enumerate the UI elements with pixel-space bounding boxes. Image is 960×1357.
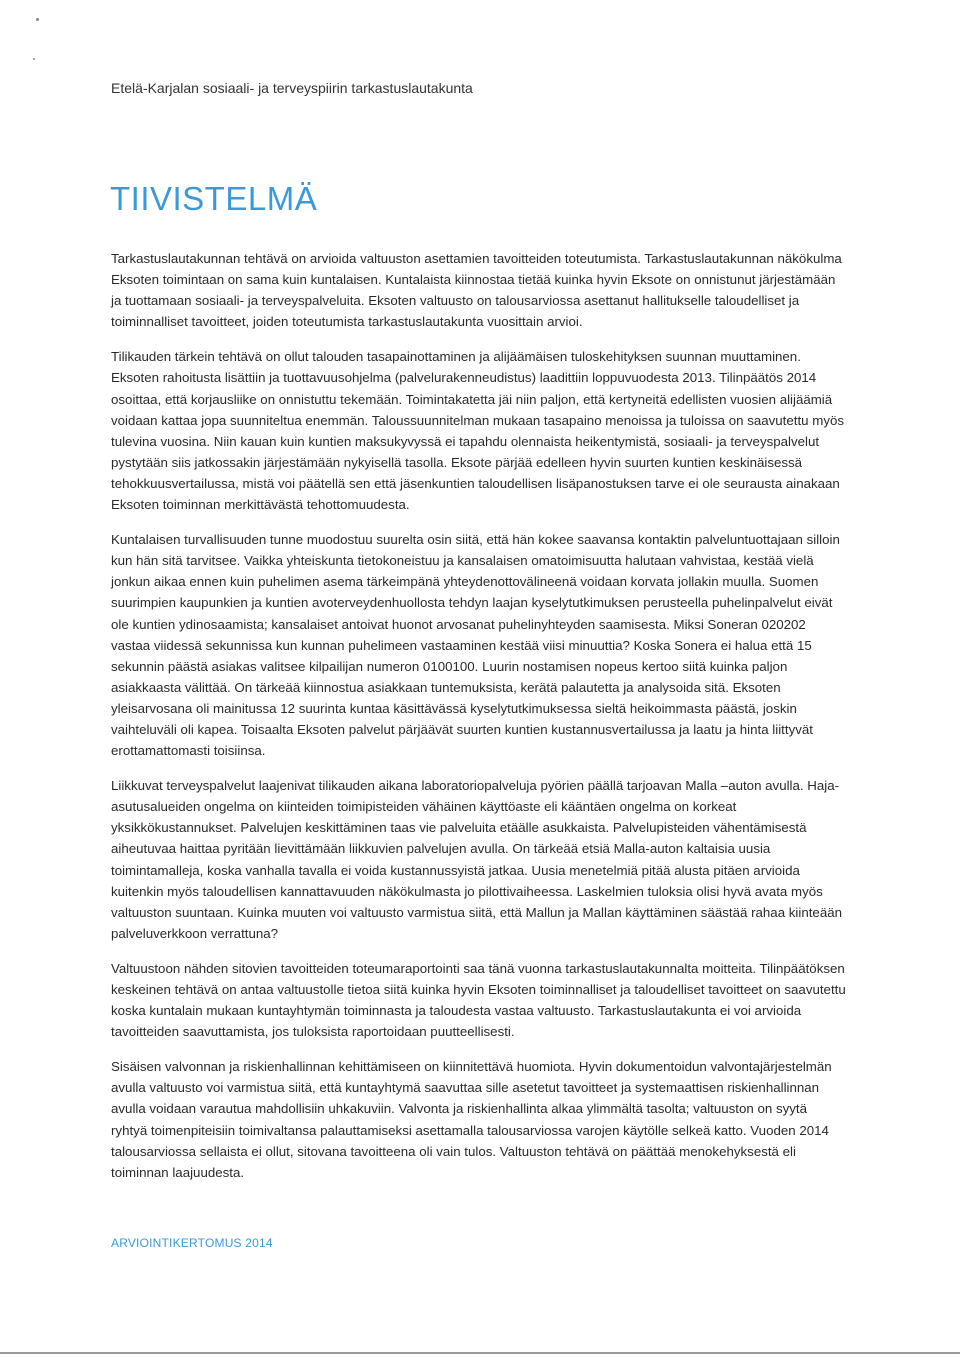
scan-dot — [36, 18, 39, 21]
paragraph: Sisäisen valvonnan ja riskienhallinnan kehittämiseen on kiinnitettävä huomiota. Hyvin dokumentoidun valvontajärjestelmän avulla valtuusto voi varmistua siitä, että kuntayhtymä saavuttaa sille asetetut tavoitteet ja systemaattisen riskienhallinnan avulla voidaan varautua mahdollisiin uhkakuviin. Valvonta ja riskienhallinta alkaa ylimmältä tasolta; valtuuston on syytä ryhtyä toimenpiteisiin toimivaltansa palauttamiseksi asettamalla talousarviossa varojen käytölle selkeä katto. Vuoden 2014 talousarviossa sellaista ei ollut, sitovana tavoitteena oli vain tulos. Valtuuston tehtävä on päättää menokehyksestä eli toiminnan laajuudesta. — [111, 1059, 832, 1180]
scan-dot — [33, 58, 35, 60]
summary-body — [111, 248, 846, 1197]
report-footer: ARVIOINTIKERTOMUS 2014 — [111, 1236, 273, 1250]
paragraph: Tarkastuslautakunnan tehtävä on arvioida valtuuston asettamien tavoitteiden toteutumista. Tarkastuslautakunnan näkökulma Eksoten toimintaan on sama kuin kuntalaisen. Kuntalaista kiinnostaa tietää kuinka hyvin Eksote on onnistunut järjestämään ja tuottamaan sosiaali- ja terveyspalveluita. Eksoten valtuusto on talousarviossa asettanut hallitukselle taloudelliset ja toiminnalliset tavoitteet, joiden toteutumista tarkastuslautakunta vuosittain arvioi. — [111, 251, 842, 330]
paragraph: Tilikauden tärkein tehtävä on ollut talouden tasapainottaminen ja alijäämäisen tuloskehityksen suunnan muuttaminen. Eksoten rahoitusta lisättiin ja tuottavuusohjelma (palvelurakenneudistus) laadittiin loppuvuodesta 2013. Tilinpäätös 2014 osoittaa, että korjausliike on onnistuttu tekemään. Toimintakatetta jäi niin paljon, että kertyneitä edellisten vuosien alijäämiä voidaan kattaa jopa suunniteltua enemmän. Taloussuunnitelman mukaan tasapaino menoissa ja tuloissa on saavutettu myös tulevina vuosina. Niin kauan kuin kuntien maksukyvyssä ei tapahdu olennaista heikentymistä, sosiaali- ja terveyspalvelut pystytään siis jatkossakin järjestämään nykyisellä tasolla. Eksote pärjää edelleen hyvin suurten kuntien keskinäisessä tehokkuusvertailussa, mistä voi päätellä sen että jäsenkuntien taloudellisen lisäpanostuksen tarve ei ole seurausta ainakaan Eksoten toiminnan merkittävästä tehottomuudesta. — [111, 349, 845, 513]
page-title: TIIVISTELMÄ — [110, 180, 318, 217]
paragraph: Valtuustoon nähden sitovien tavoitteiden toteumaraportointi saa tänä vuonna tarkastuslautakunnalta moitteita. Tilinpäätöksen keskeinen tehtävä on antaa valtuustolle tietoa siitä kuinka hyvin Eksoten toiminnalliset ja taloudelliset tavoitteet on saavutettu koska kuntalain mukaan kuntayhtymän toiminnasta ja taloudesta vastaa valtuusto. Tarkastuslautakunta ei voi arvioida tavoitteiden saavuttamista, jos tuloksista raportoidaan puutteellisesti. — [111, 960, 846, 1040]
organization-header: Etelä-Karjalan sosiaali- ja terveyspiirin tarkastuslautakunta — [111, 80, 473, 96]
page-edge — [0, 1352, 960, 1354]
paragraph: Liikkuvat terveyspalvelut laajenivat tilikauden aikana laboratoriopalveluja pyörien päällä tarjoavan Malla –auton avulla. Haja-asutusalueiden ongelma on kiinteiden toimipisteiden vähäinen käyttöaste eli kääntäen ongelma on korkeat yksikkökustannukset. Palvelujen keskittäminen taas vie palveluita etäälle asukkaista. Palvelupisteiden vähentämisestä aiheutuvaa haittaa pyritään lievittämään liikkuvien palvelujen avulla. On tärkeää etsiä Malla-auton kaltaisia uusia toimintamalleja, koska vanhalla tavalla ei voida kustannussyistä jatkaa. Uusia menetelmiä pitää alusta pitäen arvioida kuitenkin myös taloudellisen kannattavuuden näkökulmasta jo pilottivaiheessa. Laskelmien tuloksia olisi hyvä avata myös valtuuston suuntaan. Kuinka muuten voi valtuusto varmistua siitä, että Mallun ja Mallan käyttäminen säästää rahaa kiinteään palveluverkkoon verrattuna? — [111, 778, 843, 941]
paragraph: Kuntalaisen turvallisuuden tunne muodostuu suurelta osin siitä, että hän kokee saavansa kontaktin palveluntuottajaan silloin kun hän sitä tarvitsee. Vaikka yhteiskunta tietokoneistuu ja kansalaisen omatoimisuutta halutaan vahvistaa, kestää vielä jonkun aikaa ennen kuin puhelimen asema tärkeimpänä yhteydenottovälineenä voidaan korvata jollakin muulla. Suomen suurimpien kaupunkien ja kuntien avoterveydenhuollosta tehdyn laajan kyselytutkimuksen perusteella puhelinpalvelut eivät ole kuntien ydinosaamista; kansalaiset antoivat huonot arvosanat puhelinyhteyden saamisesta. Miksi Soneran 020202 vastaa viidessä sekunnissa kun kunnan puhelimeen vastaaminen kestää viisi minuuttia? Koska Sonera ei halua että 15 sekunnin päästä asiakas valitsee kilpailijan numeron 0100100. Luurin nostamisen nopeus kertoo siitä kuinka paljon asiakkaasta välittää. On tärkeää kiinnostua asiakkaan tuntemuksista, kerätä palautetta ja analysoida sitä. Eksoten yleisarvosana oli mainitussa 12 suurinta kuntaa käsittävässä kyselytutkimuksessa sieltä heikoimmasta päästä, joskin vaihteluväli oli kapea. Toisaalta Eksoten palvelut pärjäävät suurten kuntien kustannusvertailussa ja laatu ja hinta liittyvät erottamattomasti toisiinsa. — [111, 532, 840, 759]
